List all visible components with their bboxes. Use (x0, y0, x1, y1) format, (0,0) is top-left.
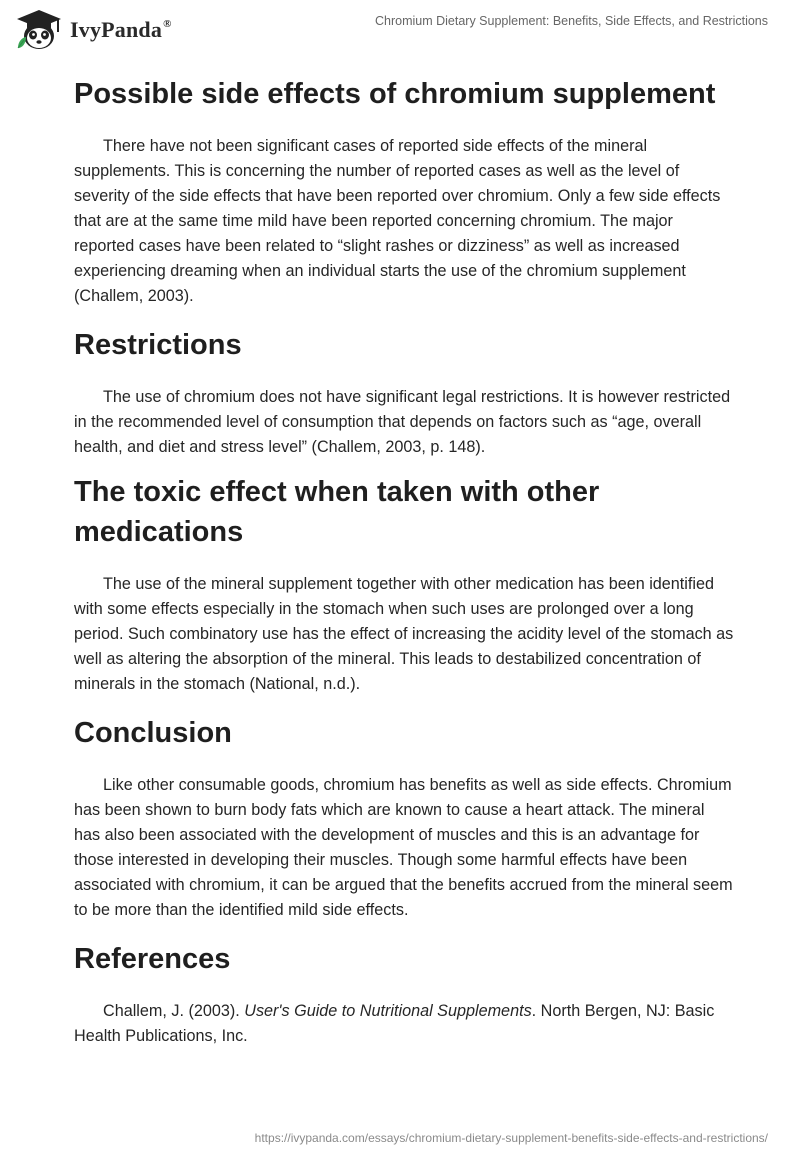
page-header (0, 0, 800, 70)
essay-content (74, 70, 734, 1049)
panda-graduate-icon (14, 8, 64, 52)
section-paragraph-side-effects: There have not been significant cases of reported side effects of the mineral supplements. This is concerning the number of reported cases as well as the level of severity of the side effects that have been reported over chromium. Only a few side effects that are at the same time mild have been reported concerning chromium. The major reported cases have been related to “slight rashes or dizziness” as well as increased experiencing dreaming when an individual starts the use of the chromium supplement (Challem, 2003). (74, 137, 721, 305)
section-paragraph-toxic-effect: The use of the mineral supplement together with other medication has been identified with some effects especially in the stomach when such uses are prolonged over a long period. Such combinatory use has the effect of increasing the acidity level of the stomach as well as altering the absorption of the mineral. This leads to destabilized concentration of minerals in the stomach (National, n.d.). (74, 575, 734, 693)
section-paragraph-restrictions: The use of chromium does not have significant legal restrictions. It is however restricted in the recommended level of consumption that depends on factors such as “age, overall health, and diet and stress level” (Challem, 2003, p. 148). (74, 388, 731, 456)
reference-publisher: . North Bergen, NJ: Basic Health Publications, Inc. (74, 1002, 715, 1045)
section-heading-restrictions: Restrictions (74, 329, 242, 361)
section-heading-toxic-effect: The toxic effect when taken with other medications (74, 476, 600, 548)
document-title: Chromium Dietary Supplement: Benefits, Side Effects, and Restrictions (375, 14, 768, 28)
brand-name: IvyPanda (70, 17, 163, 42)
source-url[interactable]: https://ivypanda.com/essays/chromium-dietary-supplement-benefits-side-effects-and-restrictions/ (254, 1131, 768, 1145)
reference-entry (74, 999, 734, 1049)
reference-author: Challem, J. (2003). (103, 1002, 245, 1020)
section-heading-side-effects: Possible side effects of chromium supplement (74, 78, 716, 110)
reference-title: User's Guide to Nutritional Supplements (244, 1002, 532, 1020)
section-heading-conclusion: Conclusion (74, 717, 232, 749)
section-heading-references: References (74, 943, 231, 975)
section-paragraph-conclusion: Like other consumable goods, chromium has benefits as well as side effects. Chromium has been shown to burn body fats which are known to cause a heart attack. The mineral has also been associated with the development of muscles and this is an advantage for those interested in developing their muscles. Though some harmful effects have been associated with chromium, it can be argued that the benefits accrued from the mineral seem to be more than the identified mild side effects. (74, 776, 733, 919)
ivypanda-logo[interactable] (14, 8, 172, 52)
registered-mark: ® (163, 18, 172, 30)
